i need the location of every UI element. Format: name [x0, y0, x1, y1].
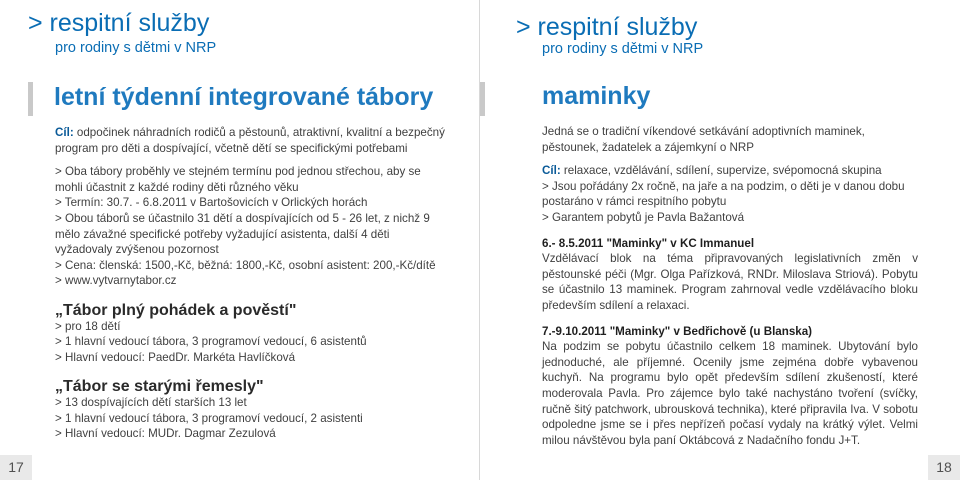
list-item: > 1 hlavní vedoucí tábora, 3 programoví vedoucí, 2 asistenti [55, 411, 363, 425]
header-subtitle: pro rodiny s dětmi v NRP [55, 40, 217, 56]
event1-text: Vzdělávací blok na téma připravovaných legislativních změn v pěstounské péči (Mgr. Olga Pařízková, RNDr. Miloslava Striová). Pobytu se účastnilo 13 maminek. Program zahrnoval vedle vzdělávacího bloku především sdílení a relaxaci. [542, 252, 918, 312]
list-item: > 1 hlavní vedoucí tábora, 3 programoví vedoucí, 6 asistentů [55, 335, 367, 349]
header-title: > respitní služby [28, 9, 210, 37]
paragraph: > Termín: 30.7. - 6.8.2011 v Bartošovicích v Orlických horách [55, 196, 368, 210]
page-number: 17 [0, 455, 32, 480]
list-item: > Hlavní vedoucí: PaedDr. Markéta Havlíčková [55, 350, 296, 364]
goal-text: odpočinek náhradních rodičů a pěstounů, atraktivní, kvalitní a bezpečný program pro děti a dospívající, včetně dětí se specifickými potřebami [55, 126, 445, 155]
website-text: > www.vytvarnytabor.cz [55, 274, 177, 288]
goal-paragraph [55, 125, 450, 156]
paragraph: > Cena: členská: 1500,-Kč, běžná: 1800,-Kč, osobní asistent: 200,-Kč/dítě [55, 258, 436, 272]
paragraph: > Jsou pořádány 2x ročně, na jaře a na podzim, o děti je v danou dobu postaráno v rámci respitního pobytu [542, 179, 905, 209]
page-title: maminky [542, 82, 651, 110]
event1-title: 6.- 8.5.2011 "Maminky" v KC Immanuel [542, 236, 755, 250]
goal-label: Cíl: [55, 126, 74, 139]
camp2-title: „Tábor se starými řemesly" [55, 378, 264, 396]
goal-label: Cíl: [542, 164, 561, 178]
page-number: 18 [928, 455, 960, 480]
goal-text: relaxace, vzdělávání, sdílení, supervize, svépomocná skupina [560, 164, 882, 178]
event2-title: 7.-9.10.2011 "Maminky" v Bedřichově (u Blanska) [542, 324, 813, 338]
header-title: > respitní služby [516, 13, 698, 41]
paragraph: > Obou táborů se účastnilo 31 dětí a dospívajících od 5 - 26 let, z nichž 9 mělo závažné specifické potřeby vyžadující asistenta, další 4 děti vyžadovaly zvýšenou pozornost [55, 211, 430, 257]
left-content [55, 125, 450, 442]
title-accent-bar [28, 82, 33, 116]
intro-paragraph: Jedná se o tradiční víkendové setkávání adoptivních maminek, pěstounek, žadatelek a zájemkyní o NRP [542, 125, 865, 154]
list-item: > Hlavní vedoucí: MUDr. Dagmar Zezulová [55, 427, 276, 441]
event2-text: Na podzim se pobytu účastnilo celkem 18 maminek. Ubytování bylo jednoduché, ale příjemné. Ocenily jsme zejména dobře vybavenou kuchyň. Na programu bylo opět především sdílení zkušeností, které moderovala Pavla. Pro zájemce bylo také nachystáno tvoření (svíčky, ručně šitý patchwork, ubrousková technika), které připravila Iva. V sobotu odpoledne jsme se i přes nepřízeň počasí vydaly na krátký výlet. Velmi milou návštěvou byla paní Oktábcová z Nadačního fondu J+T. [542, 340, 918, 447]
right-page [480, 0, 960, 480]
right-content [542, 124, 918, 448]
header-subtitle: pro rodiny s dětmi v NRP [542, 41, 704, 57]
page-title: letní týdenní integrované tábory [54, 83, 434, 111]
goal-paragraph [542, 163, 918, 179]
camp1-title: „Tábor plný pohádek a pověstí" [55, 301, 297, 319]
list-item: > pro 18 dětí [55, 319, 121, 333]
title-accent-bar [480, 82, 485, 116]
paragraph: > Garantem pobytů je Pavla Bažantová [542, 210, 745, 224]
paragraph: > Oba tábory proběhly ve stejném termínu pod jednou střechou, aby se mohli účastnit z každé rodiny děti různého věku [55, 165, 421, 194]
list-item: > 13 dospívajících dětí starších 13 let [55, 395, 247, 409]
